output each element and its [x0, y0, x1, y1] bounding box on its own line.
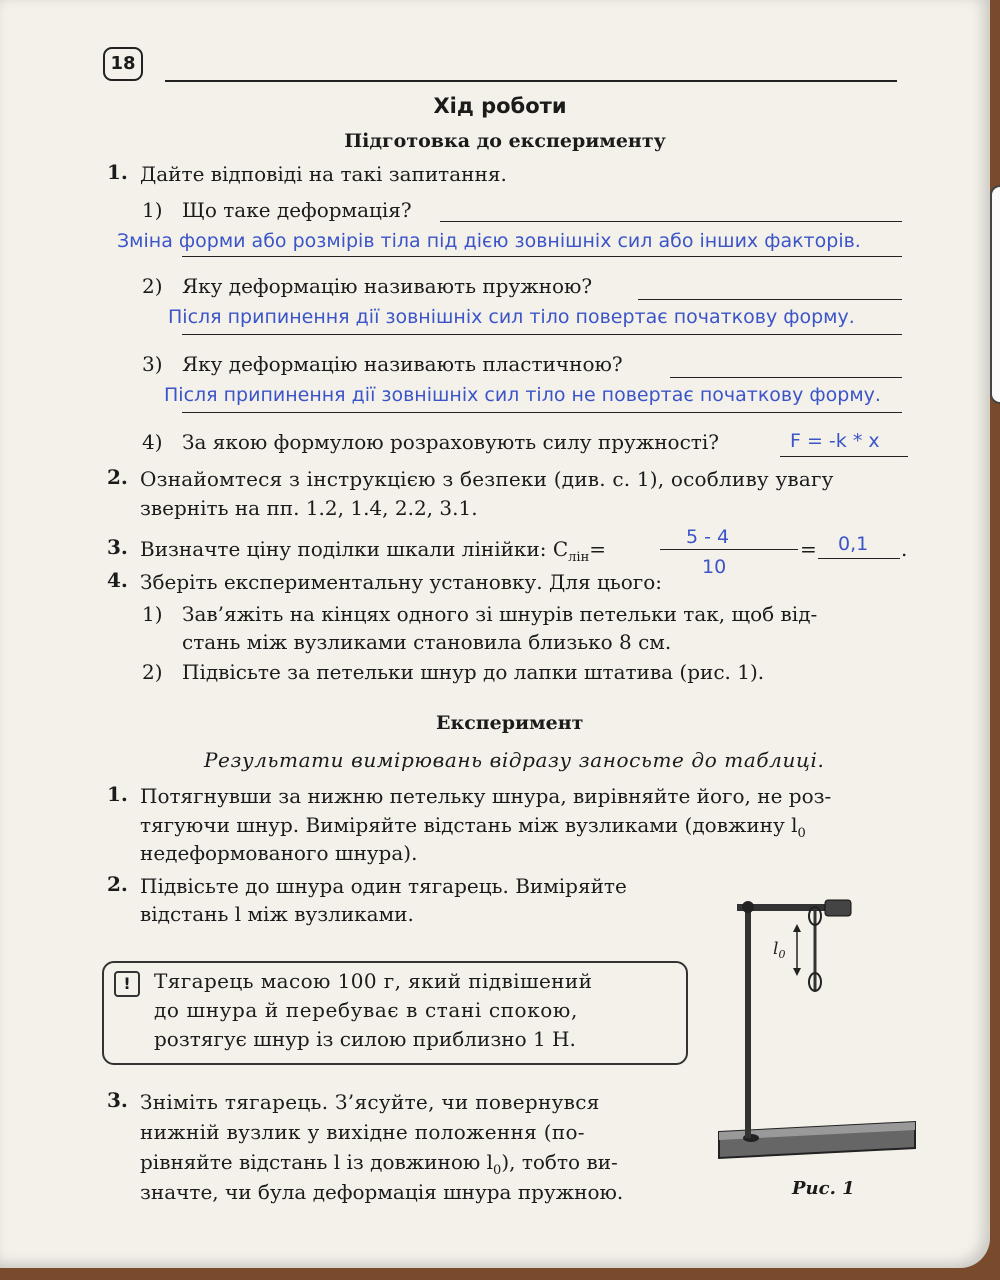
e1-line2-sub: 0 — [797, 826, 806, 841]
e1-line2-text: тягуючи шнур. Виміряйте відстань між вузликами (довжину l — [140, 813, 798, 837]
q1-text: Дайте відповіді на такі запитання. — [140, 162, 507, 186]
q3-number: 3. — [107, 535, 128, 559]
e3-line2: нижній вузлик у вихідне положення (по- — [140, 1120, 585, 1144]
fraction-line — [660, 549, 798, 550]
experiment-note: Результати вимірювань відразу заносьте до таблиці. — [204, 748, 825, 772]
e3-line3-end: ), тобто ви- — [501, 1150, 618, 1174]
answer-line — [182, 334, 902, 335]
figure-1-stand-illustration — [715, 890, 925, 1180]
q3-result: 0,1 — [838, 533, 869, 555]
q3-equals: = — [589, 537, 607, 561]
q1-2-question: Яку деформацію називають пружною? — [182, 274, 593, 298]
answer-line — [638, 299, 902, 300]
answer-line — [182, 412, 902, 413]
label-l0 — [773, 939, 785, 961]
e2-line1: Підвісьте до шнура один тягарець. Виміряйте — [140, 874, 627, 898]
note-line2: до шнура й перебуває в стані спокою, — [154, 998, 578, 1022]
q4-text: Зберіть експериментальну установку. Для цього: — [140, 570, 663, 594]
q3-text — [140, 535, 606, 572]
q1-4-question: За якою формулою розраховують силу пружності? — [182, 430, 719, 454]
q4-1-number: 1) — [142, 602, 163, 626]
answer-line — [818, 558, 900, 559]
e2-line2: відстань l між вузликами. — [140, 902, 414, 926]
answer-line — [780, 456, 908, 457]
q3-label: Визначте ціну поділки шкали лінійки: C — [140, 537, 569, 561]
q3-numerator: 5 - 4 — [686, 526, 730, 548]
header-rule — [165, 80, 897, 82]
page-edge-tab — [990, 185, 1000, 404]
q4-number: 4. — [107, 568, 128, 592]
e3-line1: Зніміть тягарець. З’ясуйте, чи повернувся — [140, 1090, 600, 1114]
q3-denominator: 10 — [702, 556, 727, 578]
q1-2-number: 2) — [142, 274, 163, 298]
q1-2-answer: Після припинення дії зовнішніх сил тіло повертає початкову форму. — [168, 306, 855, 328]
vertical-rod — [745, 904, 751, 1138]
page-number: 18 — [103, 47, 143, 81]
e1-line3: недеформованого шнура). — [140, 841, 418, 865]
q1-3-question: Яку деформацію називають пластичною? — [182, 352, 623, 376]
q3-dot: . — [901, 537, 908, 561]
q4-1-line1: Зав’яжіть на кінцях одного зі шнурів петельки так, щоб від- — [182, 602, 818, 626]
q1-4-answer: F = -k * x — [790, 430, 880, 452]
section-heading-preparation: Підготовка до експерименту — [344, 130, 666, 152]
q1-4-number: 4) — [142, 430, 163, 454]
section-heading-experiment: Експеримент — [436, 712, 584, 734]
q1-3-answer: Після припинення дії зовнішніх сил тіло не повертає початкову форму. — [164, 384, 881, 406]
e3-number: 3. — [107, 1088, 128, 1112]
q2-line1: Ознайомтеся з інструкцією з безпеки (див. с. 1), особливу увагу — [140, 467, 834, 491]
e2-number: 2. — [107, 872, 128, 896]
q1-1-answer: Зміна форми або розмірів тіла під дією зовнішніх сил або інших факторів. — [117, 230, 861, 252]
e1-number: 1. — [107, 782, 128, 806]
page-title: Хід роботи — [433, 94, 567, 118]
answer-line — [670, 377, 902, 378]
label-l0-main: l — [773, 939, 779, 959]
note-box — [102, 961, 688, 1065]
e3-line4: значте, чи була деформація шнура пружною. — [140, 1180, 624, 1204]
exclamation-icon: ! — [114, 971, 140, 997]
q1-1-question: Що таке деформація? — [182, 198, 412, 222]
q4-2-number: 2) — [142, 660, 163, 684]
e3-line3-text: рівняйте відстань l із довжиною l — [140, 1150, 494, 1174]
q3-equals-2: = — [800, 537, 817, 561]
e3-line3-sub: 0 — [493, 1163, 502, 1178]
clamp — [825, 900, 851, 916]
note-line3: розтягує шнур із силою приблизно 1 Н. — [154, 1027, 576, 1051]
q2-line2: зверніть на пп. 1.2, 1.4, 2.2, 3.1. — [140, 496, 478, 520]
q1-1-number: 1) — [142, 198, 163, 222]
answer-line — [182, 256, 902, 257]
q3-subscript: лін — [568, 550, 590, 565]
answer-line — [440, 221, 902, 222]
q2-number: 2. — [107, 465, 128, 489]
note-line1: Тягарець масою 100 г, який підвішений — [154, 969, 593, 993]
q4-1-line2: стань між вузликами становила близько 8 см. — [182, 630, 672, 654]
figure-1-caption: Рис. 1 — [792, 1178, 855, 1199]
q1-number: 1. — [107, 160, 128, 184]
e1-line1: Потягнувши за нижню петельку шнура, вирівняйте його, не роз- — [140, 784, 832, 808]
q4-2-line1: Підвісьте за петельки шнур до лапки штатива (рис. 1). — [182, 660, 765, 684]
q1-3-number: 3) — [142, 352, 163, 376]
label-l0-sub: 0 — [778, 948, 786, 961]
